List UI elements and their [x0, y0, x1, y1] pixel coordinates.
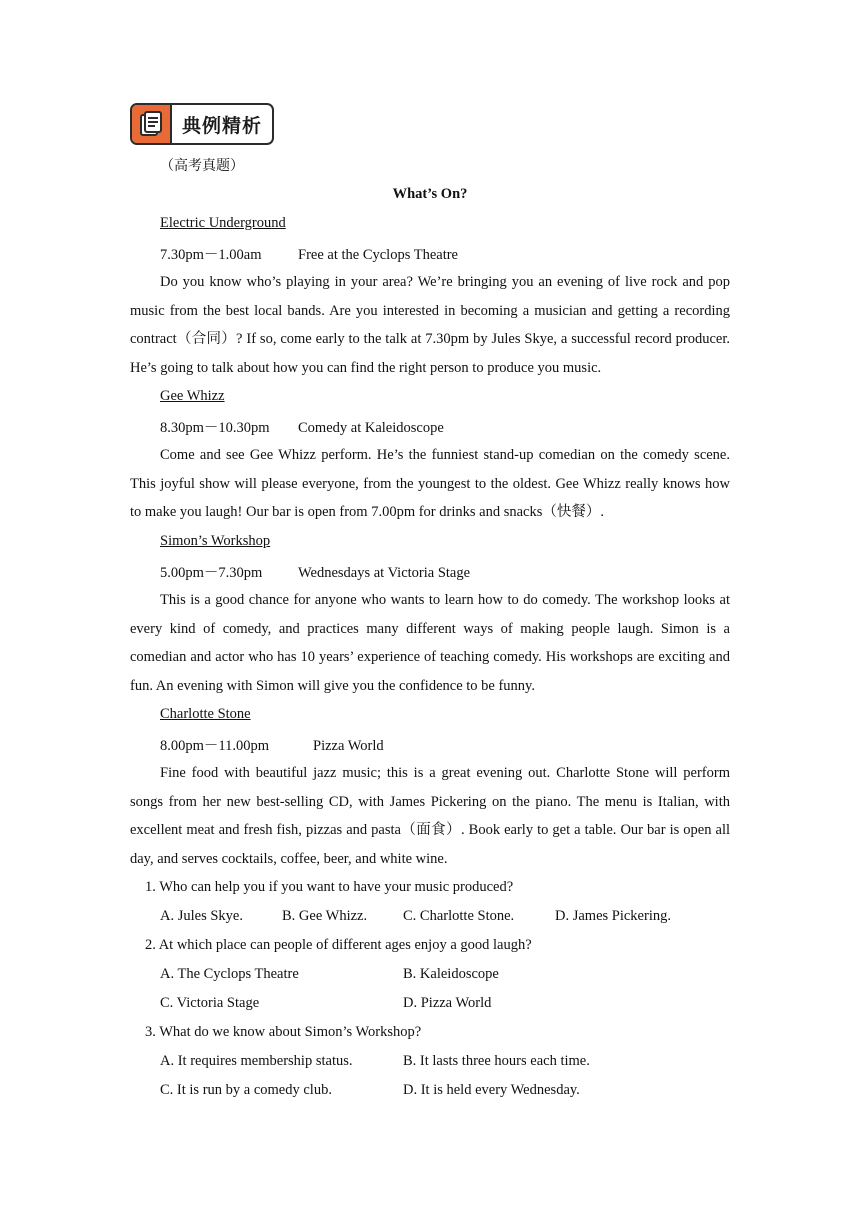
event-description: Come and see Gee Whizz perform. He’s the funniest stand-up comedian on the comedy scene. This joyful show will please everyone, from the youngest to the oldest. Gee Whizz really knows how to make you laugh! Our bar is open from 7.00pm for drinks and snacks（快餐）. [130, 447, 730, 520]
event-name: Charlotte Stone [160, 706, 251, 722]
answer-option: A. Jules Skye. [160, 908, 243, 924]
answer-option: D. Pizza World [403, 995, 492, 1011]
event-schedule [160, 243, 458, 264]
event-venue: Wednesdays at Victoria Stage [298, 565, 471, 581]
badge-label: 典例精析 [181, 114, 262, 137]
event-venue: Comedy at Kaleidoscope [298, 420, 444, 436]
answer-option: A. It requires membership status. [160, 1053, 353, 1069]
question-stem: 3. What do we know about Simon’s Workshop? [145, 1024, 422, 1040]
document-icon [132, 105, 172, 143]
event-schedule [160, 416, 444, 437]
question-stem: 2. At which place can people of different ages enjoy a good laugh? [145, 937, 532, 953]
event-time: 8.00pm－11.00pm [160, 738, 270, 754]
event-schedule [160, 561, 470, 582]
source-note: （高考真题） [160, 159, 244, 174]
answer-option: D. It is held every Wednesday. [403, 1082, 580, 1098]
event-name: Gee Whizz [160, 388, 225, 404]
event-name: Electric Underground [160, 215, 286, 231]
answer-option: C. It is run by a comedy club. [160, 1082, 332, 1098]
event-name: Simon’s Workshop [160, 533, 271, 549]
event-description: Fine food with beautiful jazz music; this is a great evening out. Charlotte Stone will perform songs from her new best-selling CD, with James Pickering on the piano. The menu is Italian, with excellent meat and fresh fish, pizzas and pasta（面食）. Book early to get a table. Our bar is open all day, and serves cocktails, coffee, beer, and white wine. [130, 765, 730, 867]
answer-option: C. Charlotte Stone. [403, 908, 515, 924]
answer-option: B. Kaleidoscope [403, 966, 499, 982]
event-time: 7.30pm－1.00am [160, 247, 262, 263]
event-description: This is a good chance for anyone who wants to learn how to do comedy. The workshop looks at every kind of comedy, and practices many different ways of making people laugh. Simon is a comedian and actor who has 10 years’ experience of teaching comedy. His workshops are exciting and fun. An evening with Simon will give you the confidence to be funny. [130, 592, 730, 694]
event-schedule [160, 734, 384, 755]
event-time: 5.00pm－7.30pm [160, 565, 263, 581]
answer-option: A. The Cyclops Theatre [160, 966, 299, 982]
event-description: Do you know who’s playing in your area? We’re bringing you an evening of live rock and pop music from the best local bands. Are you interested in becoming a musician and getting a recording contract（合同）? If so, come early to the talk at 7.30pm by Jules Skye, a successful record producer. He’s going to talk about how you can find the right person to produce you music. [130, 274, 730, 376]
answer-option: B. Gee Whizz. [282, 908, 368, 924]
event-time: 8.30pm－10.30pm [160, 420, 270, 436]
section-badge [130, 103, 274, 145]
answer-option: C. Victoria Stage [160, 995, 260, 1011]
event-venue: Free at the Cyclops Theatre [298, 247, 458, 263]
event-venue: Pizza World [313, 738, 384, 754]
article-title: What’s On? [392, 186, 468, 202]
answer-option: D. James Pickering. [555, 908, 671, 924]
question-stem: 1. Who can help you if you want to have your music produced? [145, 879, 514, 895]
answer-option: B. It lasts three hours each time. [403, 1053, 590, 1069]
